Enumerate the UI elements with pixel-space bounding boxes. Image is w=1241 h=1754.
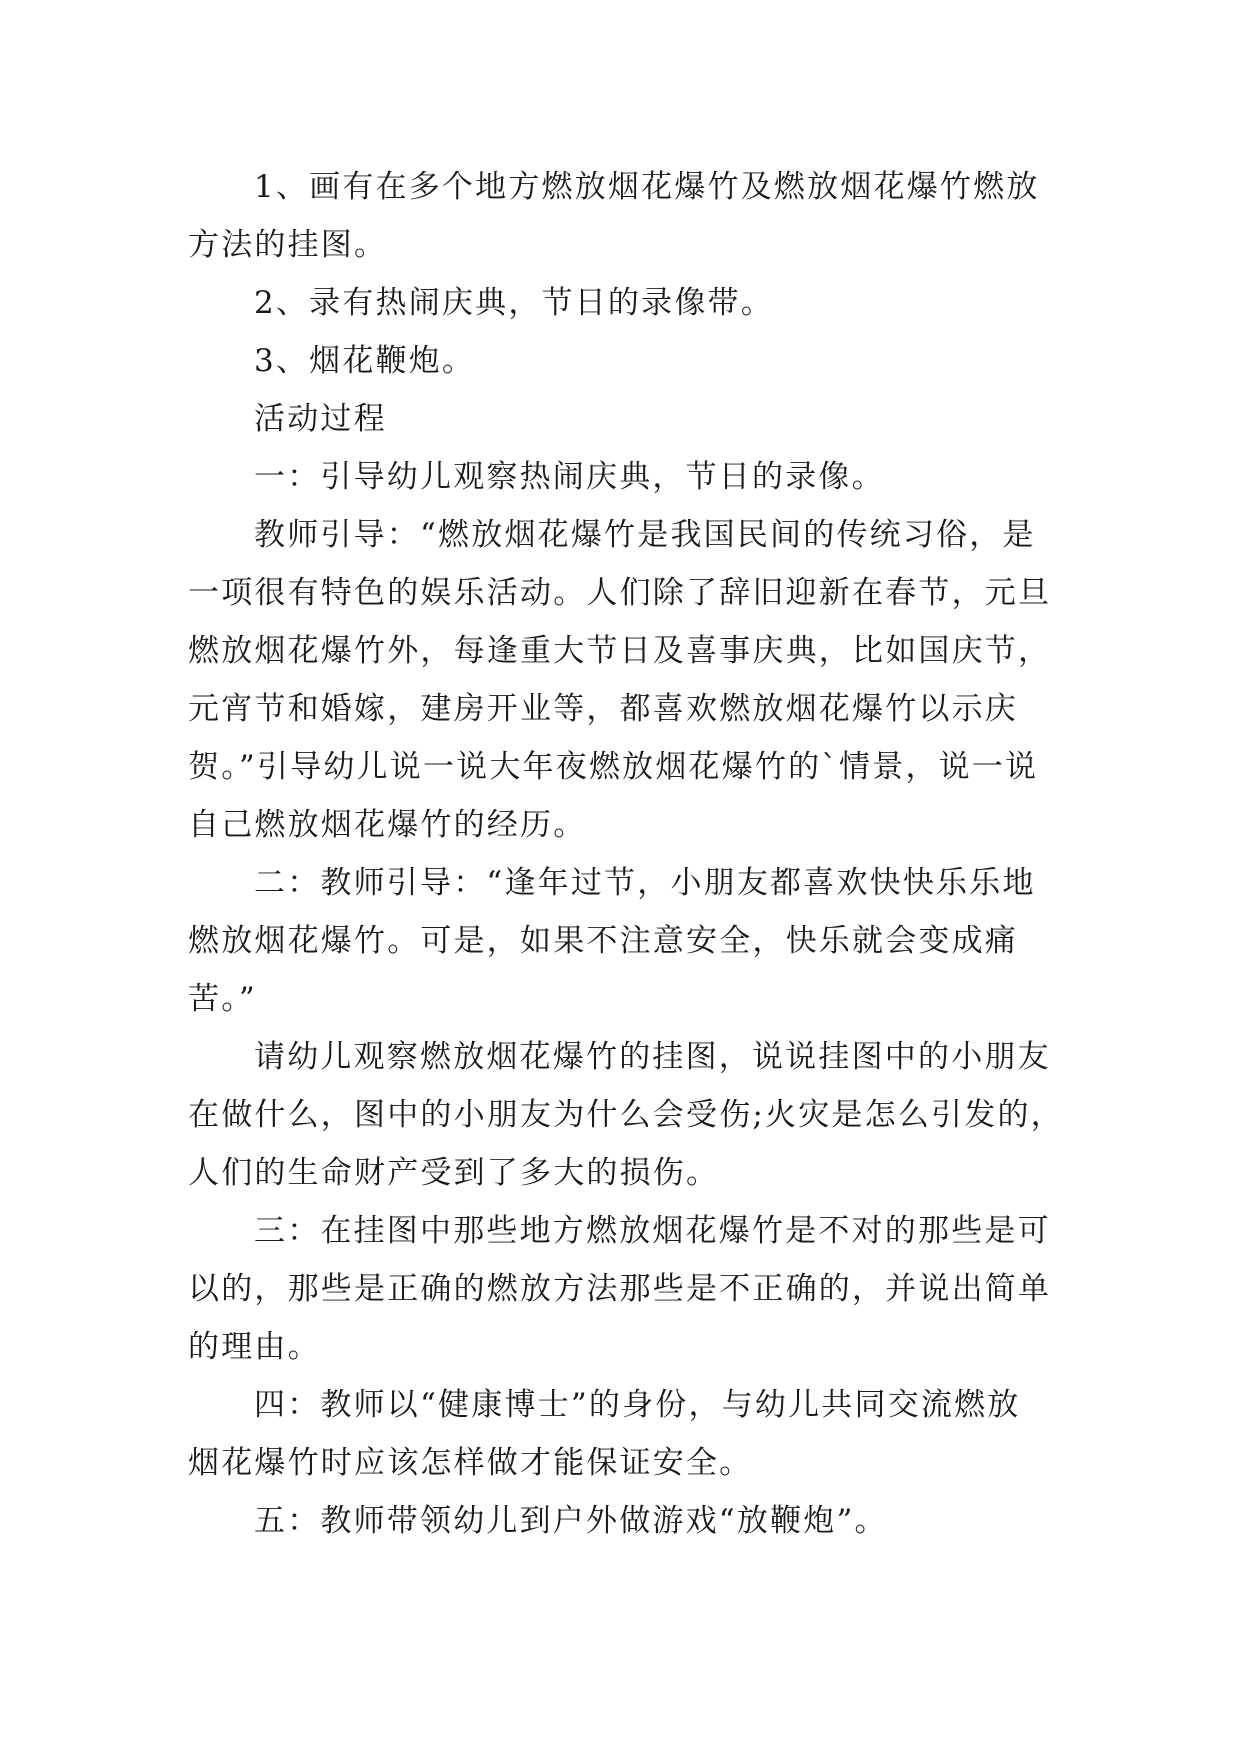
step-3-line-2: 以的，那些是正确的燃放方法那些是不正确的，并说出简单: [188, 1271, 1052, 1307]
step-1: 一：引导幼儿观察热闹庆典，节日的录像。: [254, 459, 885, 495]
material-item-1-line-1: 1、画有在多个地方燃放烟花爆竹及燃放烟花爆竹燃放: [254, 169, 1040, 205]
paragraph-observe-line-1: 请幼儿观察燃放烟花爆竹的挂图，说说挂图中的小朋友: [254, 1039, 1051, 1075]
paragraph-teacher-guide-line-4: 元宵节和婚嫁，建房开业等，都喜欢燃放烟花爆竹以示庆: [188, 691, 1018, 727]
step-2-line-3: 苦。”: [188, 981, 257, 1017]
step-3-line-1: 三：在挂图中那些地方燃放烟花爆竹是不对的那些是可: [254, 1213, 1051, 1249]
paragraph-observe-line-3: 人们的生命财产受到了多大的损伤。: [188, 1155, 720, 1191]
paragraph-teacher-guide-line-2: 一项很有特色的娱乐活动。人们除了辞旧迎新在春节，元旦: [188, 575, 1052, 611]
step-2-line-2: 燃放烟花爆竹。可是，如果不注意安全，快乐就会变成痛: [188, 923, 1018, 959]
material-item-2: 2、录有热闹庆典，节日的录像带。: [254, 285, 774, 321]
step-5: 五：教师带领幼儿到户外做游戏“放鞭炮”。: [254, 1503, 888, 1539]
paragraph-teacher-guide-line-3: 燃放烟花爆竹外，每逢重大节日及喜事庆典，比如国庆节，: [188, 633, 1052, 669]
paragraph-observe-line-2: 在做什么，图中的小朋友为什么会受伤;火灾是怎么引发的，: [188, 1097, 1064, 1133]
material-item-1-line-2: 方法的挂图。: [188, 227, 388, 263]
step-4-line-1: 四：教师以“健康博士”的身份，与幼儿共同交流燃放: [254, 1387, 1021, 1423]
material-item-3: 3、烟花鞭炮。: [254, 343, 476, 379]
step-3-line-3: 的理由。: [188, 1329, 321, 1365]
paragraph-teacher-guide-line-1: 教师引导：“燃放烟花爆竹是我国民间的传统习俗，是: [254, 517, 1036, 553]
step-2-line-1: 二：教师引导：“逢年过节，小朋友都喜欢快快乐乐地: [254, 865, 1036, 901]
paragraph-teacher-guide-line-6: 自己燃放烟花爆竹的经历。: [188, 807, 587, 843]
document-body: [188, 158, 1064, 1550]
step-4-line-2: 烟花爆竹时应该怎样做才能保证安全。: [188, 1445, 753, 1481]
paragraph-teacher-guide-line-5: 贺。”引导幼儿说一说大年夜燃放烟花爆竹的`情景，说一说: [188, 749, 1039, 785]
section-heading: 活动过程: [254, 401, 387, 437]
